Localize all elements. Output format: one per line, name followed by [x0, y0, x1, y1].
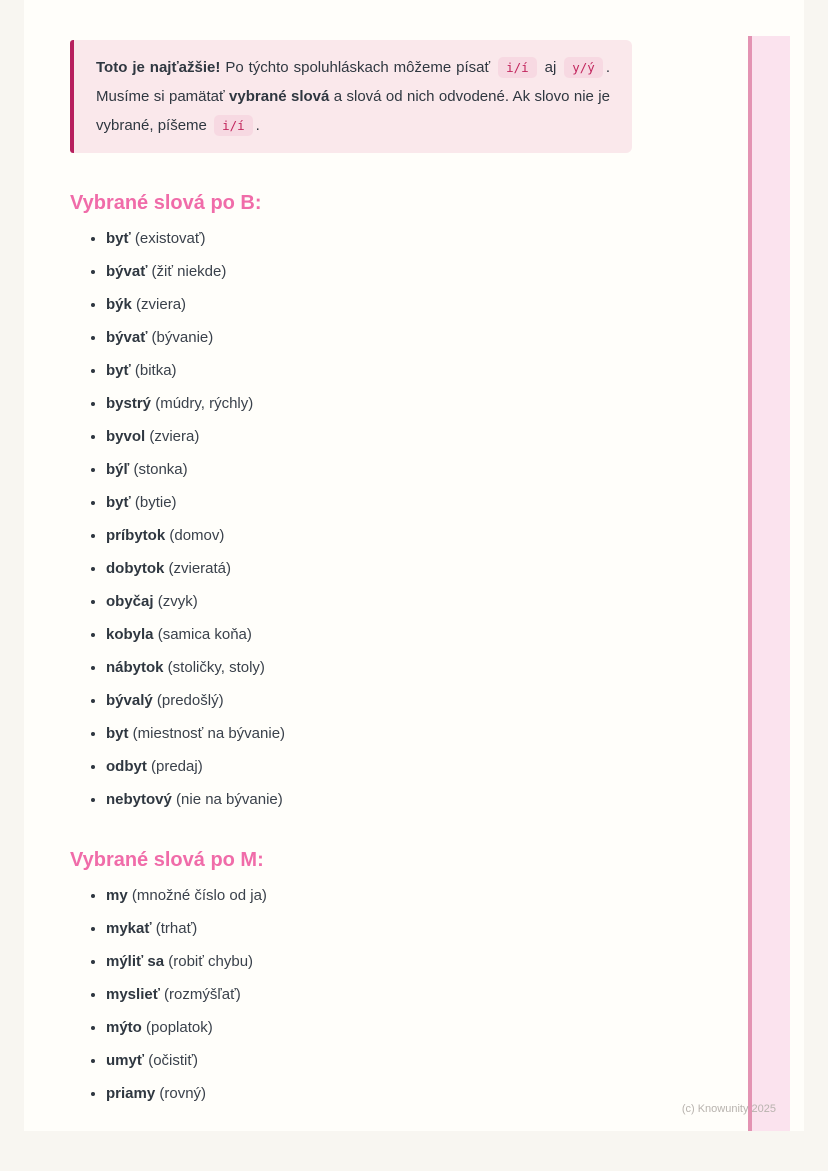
selected-word: nábytok [106, 659, 164, 676]
word-meaning: (očistiť) [144, 1052, 198, 1069]
word-meaning: (zviera) [131, 296, 187, 313]
word-meaning: (miestnosť na bývanie) [128, 725, 286, 742]
word-list-item [106, 1084, 646, 1104]
selected-word: kobyla [106, 626, 154, 643]
word-meaning: (stoličky, stoly) [163, 659, 265, 676]
inline-code-chip: y/ý [564, 57, 603, 78]
page-background [24, 0, 804, 1131]
word-list-item [106, 952, 646, 972]
word-meaning: (domov) [165, 527, 225, 544]
word-list-item [106, 592, 646, 612]
selected-word: býk [106, 296, 132, 313]
inline-code-chip: i/í [214, 115, 253, 136]
word-list-item [106, 427, 646, 447]
selected-word: byt [106, 725, 129, 742]
word-list-item [106, 328, 646, 348]
callout-box [70, 40, 632, 153]
word-meaning: (trhať) [151, 920, 198, 937]
word-meaning: (množné číslo od ja) [127, 887, 267, 904]
word-meaning: (robiť chybu) [164, 953, 254, 970]
inline-code-chip: i/í [498, 57, 537, 78]
selected-word: mýliť sa [106, 953, 165, 970]
page-content [24, 0, 804, 1104]
selected-word: bývať [106, 329, 148, 346]
section-heading: Vybrané slová po B: [70, 192, 262, 214]
callout-text-segment: a slová od nich odvodené. Ak slovo nie je vybrané, píšeme [96, 88, 610, 134]
word-meaning: (žiť niekde) [147, 263, 227, 280]
selected-word: býľ [106, 461, 130, 478]
word-list-item [106, 757, 646, 777]
word-list-item [106, 658, 646, 678]
word-meaning: (múdry, rýchly) [151, 395, 254, 412]
selected-word: my [106, 887, 128, 904]
selected-word: nebytový [106, 791, 172, 808]
word-list-item [106, 919, 646, 939]
word-meaning: (rozmýšľať) [159, 986, 241, 1003]
word-list-item [106, 460, 646, 480]
word-list [70, 229, 646, 810]
word-list-item [106, 1018, 646, 1038]
word-list-item [106, 724, 646, 744]
word-meaning: (zvyk) [153, 593, 198, 610]
word-meaning: (rovný) [155, 1085, 207, 1102]
word-meaning: (nie na bývanie) [171, 791, 283, 808]
word-list-item [106, 295, 646, 315]
word-list-item [106, 229, 646, 249]
selected-word: bystrý [106, 395, 152, 412]
word-list-item [106, 691, 646, 711]
section-heading: Vybrané slová po M: [70, 849, 264, 871]
callout-bold-text: Toto je najťažšie! [96, 59, 221, 76]
word-list-item [106, 526, 646, 546]
word-meaning: (stonka) [129, 461, 188, 478]
copyright-watermark: (c) Knowunity 2025 [681, 1103, 776, 1115]
selected-word: bývalý [106, 692, 153, 709]
word-meaning: (poplatok) [141, 1019, 213, 1036]
word-meaning: (bytie) [130, 494, 177, 511]
callout-bold-text: vybrané slová [229, 88, 330, 105]
selected-word: obyčaj [106, 593, 154, 610]
callout-text-segment: . [255, 117, 260, 134]
word-meaning: (predošlý) [152, 692, 224, 709]
selected-word: priamy [106, 1085, 156, 1102]
word-meaning: (zviera) [145, 428, 200, 445]
word-meaning: (predaj) [146, 758, 203, 775]
word-list-item [106, 361, 646, 381]
word-list-item [106, 394, 646, 414]
word-meaning: (zvieratá) [164, 560, 232, 577]
selected-word: umyť [106, 1052, 145, 1069]
word-list-item [106, 985, 646, 1005]
selected-word: odbyt [106, 758, 147, 775]
selected-word: byvol [106, 428, 146, 445]
word-list-item [106, 886, 646, 906]
selected-word: bývať [106, 263, 148, 280]
selected-word: myslieť [106, 986, 160, 1003]
selected-word: mykať [106, 920, 152, 937]
selected-word: príbytok [106, 527, 166, 544]
word-meaning: (bitka) [130, 362, 177, 379]
word-list-item [106, 1051, 646, 1071]
word-list-item [106, 790, 646, 810]
word-list-item [106, 625, 646, 645]
word-list [70, 886, 646, 1104]
word-list-item [106, 493, 646, 513]
word-meaning: (existovať) [130, 230, 206, 247]
word-list-item [106, 262, 646, 282]
sections-container [70, 191, 804, 1104]
word-meaning: (samica koňa) [153, 626, 252, 643]
callout-text [96, 53, 610, 140]
callout-text-segment: Po týchto spoluhláskach môžeme písať [220, 59, 496, 76]
selected-word: byť [106, 230, 131, 247]
highlight-stripe [748, 36, 790, 1131]
word-meaning: (bývanie) [147, 329, 214, 346]
word-list-item [106, 559, 646, 579]
selected-word: dobytok [106, 560, 165, 577]
callout-text-segment: aj [539, 59, 562, 76]
selected-word: mýto [106, 1019, 142, 1036]
selected-word: byť [106, 362, 131, 379]
selected-word: byť [106, 494, 131, 511]
callout-text-segment: . Musíme si pamätať [96, 59, 610, 105]
